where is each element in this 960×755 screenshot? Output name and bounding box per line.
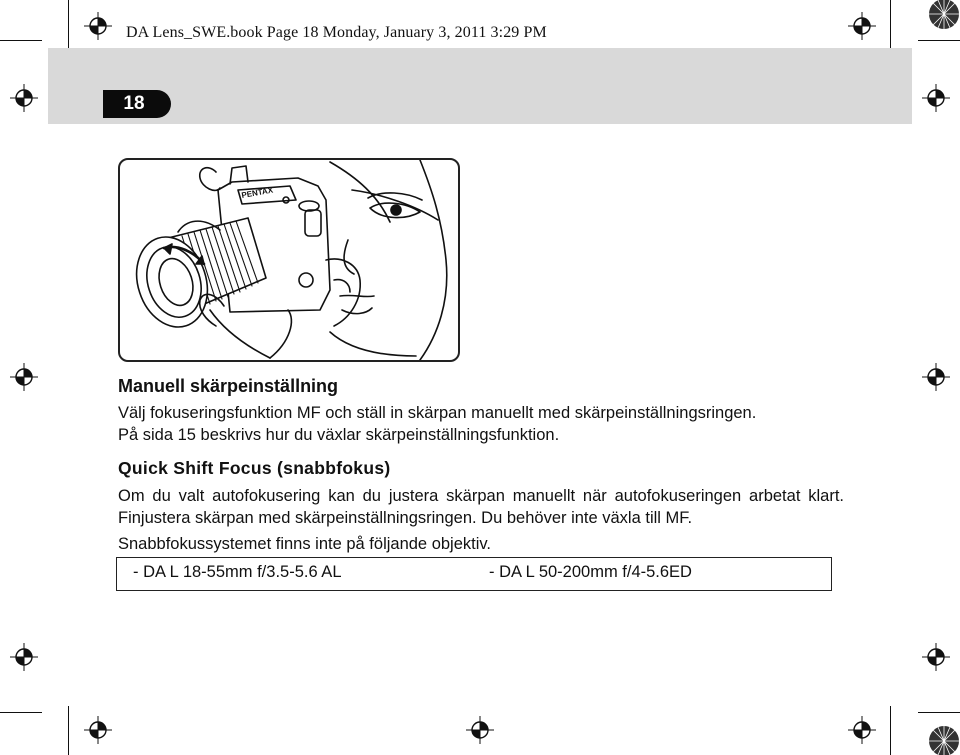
- manual-focus-text: [118, 402, 838, 446]
- print-header: DA Lens_SWE.book Page 18 Monday, January 3, 2011 3:29 PM: [126, 24, 547, 41]
- registration-mark-icon: [922, 363, 950, 391]
- lens-item: - DA L 50-200mm f/4-5.6ED: [489, 563, 692, 581]
- lens-item: - DA L 18-55mm f/3.5-5.6 AL: [133, 563, 342, 581]
- section-heading-manual-focus: Manuell skärpeinställning: [118, 376, 339, 396]
- quick-shift-paragraph: Om du valt autofokusering kan du justera skärpan manuellt när autofokuseringen arbetat klart. Finjustera skärpan med skärpeinställningsringen. Du behöver inte växla till MF.: [118, 487, 844, 527]
- manual-focus-line-2: På sida 15 beskrivs hur du växlar skärpeinställningsfunktion.: [118, 426, 560, 444]
- registration-mark-icon: [84, 12, 112, 40]
- registration-mark-icon: [922, 84, 950, 112]
- section-heading-quick-shift-focus: Quick Shift Focus (snabbfokus): [118, 458, 391, 478]
- header-band: [48, 48, 912, 124]
- registration-mark-icon: [10, 363, 38, 391]
- registration-mark-icon: [84, 716, 112, 744]
- color-target-icon: [924, 721, 960, 755]
- registration-mark-icon: [922, 643, 950, 671]
- registration-mark-icon: [10, 84, 38, 112]
- camera-brand-label: PENTAX: [240, 185, 274, 200]
- registration-mark-icon: [466, 716, 494, 744]
- registration-mark-icon: [848, 716, 876, 744]
- quick-shift-note: Snabbfokussystemet finns inte på följande objektiv.: [118, 535, 491, 553]
- manual-focus-line-1: Välj fokuseringsfunktion MF och ställ in skärpan manuellt med skärpeinställningsringen.: [118, 404, 757, 422]
- registration-mark-icon: [10, 643, 38, 671]
- page-number: 18: [103, 90, 171, 118]
- registration-mark-icon: [848, 12, 876, 40]
- color-target-icon: [924, 0, 960, 34]
- unsupported-lens-list: [116, 557, 832, 591]
- camera-illustration: [118, 158, 460, 362]
- camera-focus-ring-drawing: [120, 160, 458, 360]
